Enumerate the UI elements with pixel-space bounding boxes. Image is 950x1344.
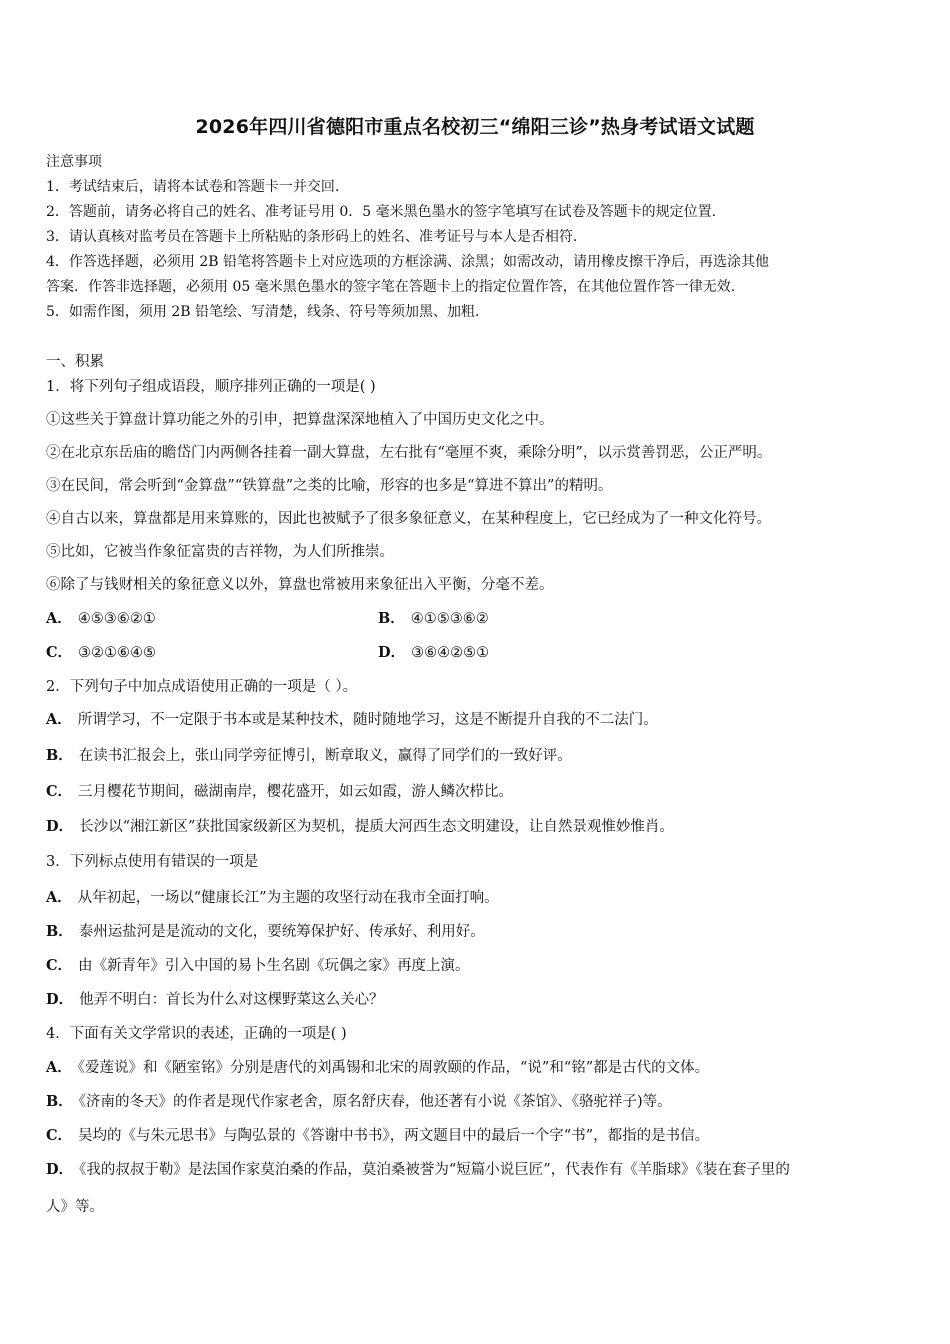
q1-sentence: ①这些关于算盘计算功能之外的引申，把算盘深深地植入了中国历史文化之中。 (46, 412, 554, 428)
q3-option-b (46, 922, 485, 942)
option-text: ④⑤③⑥②① (77, 611, 156, 627)
notice-item: 3．请认真核对监考员在答题卡上所粘贴的条形码上的姓名、准考证号与本人是否相符. (46, 229, 578, 245)
notice-item: 1．考试结束后，请将本试卷和答题卡一并交回. (46, 179, 340, 195)
q2-option-a (46, 710, 658, 730)
option-text: ③②①⑥④⑤ (78, 645, 157, 661)
q1-sentence: ⑤比如，它被当作象征富贵的吉祥物，为人们所推崇。 (46, 544, 394, 560)
question-2-stem: 2．下列句子中加点成语使用正确的一项是（ ）。 (46, 679, 358, 695)
q1-sentence: ④自古以来，算盘都是用来算账的，因此也被赋予了很多象征意义，在某种程度上，它已经成为了一种文化符号。 (46, 511, 771, 527)
section-heading: 一、积累 (46, 354, 104, 370)
option-letter: C． (46, 783, 73, 800)
option-text: 在读书汇报会上，张山同学旁征博引，断章取义，赢得了同学们的一致好评。 (78, 748, 572, 764)
option-letter: A． (46, 610, 72, 627)
q4-option-a (46, 1058, 709, 1078)
option-text: 《济南的冬天》的作者是现代作家老舍，原名舒庆春，他还著有小说《茶馆》、《骆驼祥子)等。 (78, 1094, 672, 1110)
option-letter: A． (46, 889, 72, 906)
q3-option-a (46, 888, 499, 908)
option-letter: D． (46, 1161, 74, 1178)
q1-sentence: ②在北京东岳庙的瞻岱门内两侧各挂着一副大算盘，左右批有“毫厘不爽，乘除分明”，以示赏善罚恶，公正严明。 (46, 445, 772, 461)
option-letter: C． (46, 644, 73, 661)
q2-option-c (46, 782, 513, 802)
option-text: 他弄不明白：首长为什么对这棵野菜这么关心？ (79, 992, 384, 1008)
option-text: 三月樱花节期间，磁湖南岸，樱花盛开，如云如霞，游人鳞次栉比。 (78, 784, 514, 800)
q1-option-d (378, 643, 489, 663)
option-letter: C． (46, 1127, 73, 1144)
option-letter: D． (46, 991, 74, 1008)
option-text: ④①⑤③⑥② (410, 611, 489, 627)
q1-sentence: ③在民间，常会听到“金算盘”“铁算盘”之类的比喻，形容的也多是“算进不算出”的精明。 (46, 478, 613, 494)
q3-option-c (46, 956, 470, 976)
q4-option-c (46, 1126, 709, 1146)
notice-item: 2．答题前，请务必将自己的姓名、准考证号用 0．5 毫米黑色墨水的签字笔填写在试卷及答题卡的规定位置. (46, 204, 717, 220)
q4-option-b (46, 1092, 672, 1112)
question-3-stem: 3．下列标点使用有错误的一项是 (46, 854, 259, 870)
notice-item: 5．如需作图，须用 2B 铅笔绘、写清楚，线条、符号等须加黑、加粗. (46, 304, 480, 320)
option-text: 《我的叔叔于勒》是法国作家莫泊桑的作品，莫泊桑被誉为“短篇小说巨匠”，代表作有《羊脂球》《装在套子里的 (79, 1162, 790, 1178)
q1-sentence: ⑥除了与钱财相关的象征意义以外，算盘也常被用来象征出入平衡，分毫不差。 (46, 577, 554, 593)
option-text: 由《新青年》引入中国的易卜生名剧《玩偶之家》再度上演。 (78, 958, 470, 974)
option-letter: D． (46, 818, 74, 835)
option-letter: A． (46, 1059, 72, 1076)
option-text: ③⑥④②⑤① (411, 645, 490, 661)
option-letter: B． (378, 610, 405, 627)
option-text: 长沙以“湘江新区”获批国家级新区为契机，提质大河西生态文明建设，让自然景观惟妙惟肖。 (79, 819, 674, 835)
option-text: 《爱莲说》和《陋室铭》分别是唐代的刘禹锡和北宋的周敦颐的作品，“说”和“铭”都是古代的文体。 (77, 1060, 710, 1076)
question-1-stem: 1．将下列句子组成语段，顺序排列正确的一项是( ) (46, 379, 376, 395)
q1-option-a (46, 609, 156, 629)
q4-option-d (46, 1160, 790, 1180)
q2-option-b (46, 746, 572, 766)
question-4-stem: 4．下面有关文学常识的表述，正确的一项是( ) (46, 1026, 347, 1042)
q1-option-b (378, 609, 489, 629)
notice-heading: 注意事项 (46, 154, 102, 170)
option-letter: B． (46, 1093, 73, 1110)
q1-option-c (46, 643, 156, 663)
page-title: 2026年四川省德阳市重点名校初三“绵阳三诊”热身考试语文试题 (195, 116, 755, 138)
option-letter: C． (46, 957, 73, 974)
option-letter: B． (46, 923, 73, 940)
option-text: 泰州运盐河是是流动的文化，要统筹保护好、传承好、利用好。 (78, 924, 485, 940)
option-text: 吴均的《与朱元思书》与陶弘景的《答谢中书书》，两文题目中的最后一个字“书”，都指的是书信。 (78, 1128, 710, 1144)
option-text: 从年初起，一场以“健康长江”为主题的攻坚行动在我市全面打响。 (77, 890, 499, 906)
q3-option-d (46, 990, 384, 1010)
option-letter: D． (378, 644, 406, 661)
q4-option-d-continuation: 人》等。 (46, 1199, 104, 1215)
option-letter: B． (46, 747, 73, 764)
notice-item: 答案．作答非选择题，必须用 05 毫米黑色墨水的签字笔在答题卡上的指定位置作答，在其他位置作答一律无效. (46, 279, 736, 295)
option-letter: A． (46, 711, 72, 728)
notice-item: 4．作答选择题，必须用 2B 铅笔将答题卡上对应选项的方框涂满、涂黑；如需改动，请用橡皮擦干净后，再选涂其他 (46, 254, 769, 270)
option-text: 所谓学习，不一定限于书本或是某种技术，随时随地学习，这是不断提升自我的不二法门。 (77, 712, 658, 728)
q2-option-d (46, 817, 674, 837)
